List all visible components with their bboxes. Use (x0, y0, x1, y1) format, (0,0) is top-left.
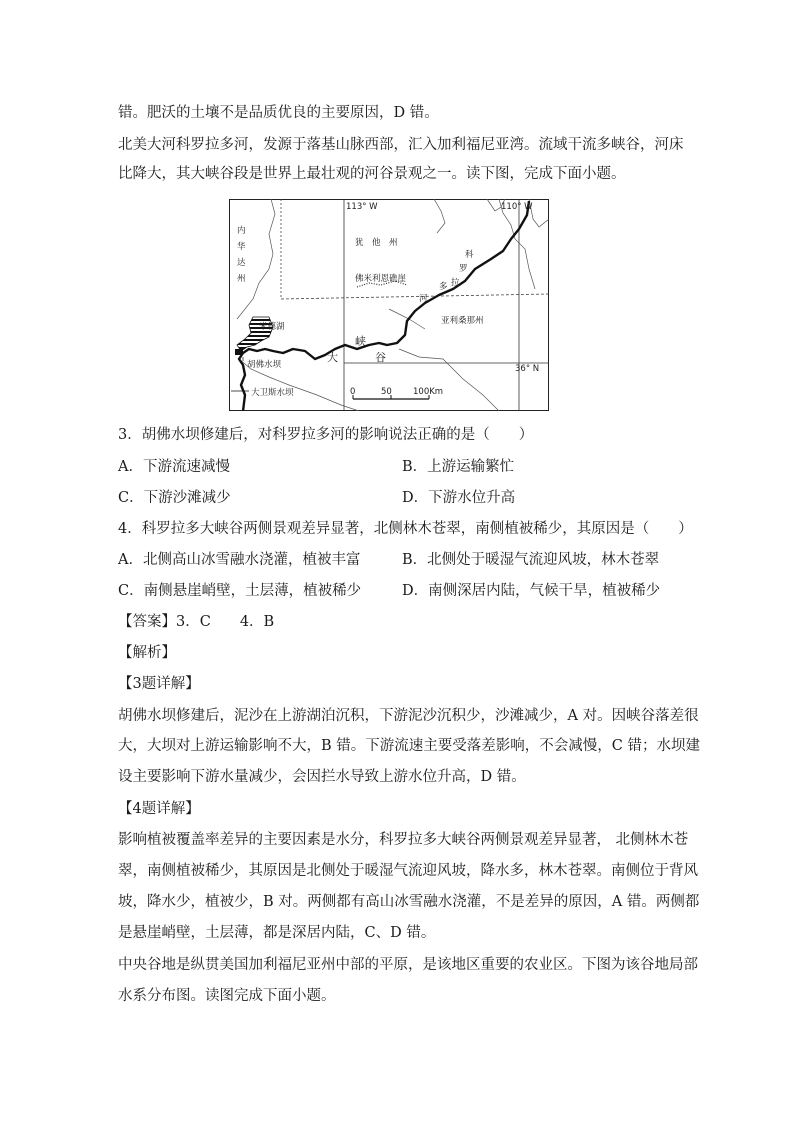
q3-detail-title: 【3题详解】 (118, 676, 200, 692)
canyon-label-char: 峡 (355, 335, 366, 348)
text-line: 北美大河科罗拉多河，发源于落基山脉西部，汇入加利福尼亚湾。流域干流多峡谷，河床 (118, 137, 684, 153)
hoover-dam-label: 胡佛水坝 (247, 360, 282, 370)
analysis-title: 【解析】 (118, 645, 176, 661)
arizona-label: 亚利桑那州 (441, 316, 484, 326)
text-line: 比降大，其大峡谷段是世界上最壮观的河谷景观之一。读下图，完成下面小题。 (118, 166, 626, 182)
q4-detail-line: 影响植被覆盖率差异的主要因素是水分，科罗拉多大峡谷两侧景观差异显著， 北侧林木苍 (118, 832, 689, 848)
river-label-char: 拉 (451, 278, 460, 288)
q4-option-b: B．北侧处于暖湿气流迎风坡，林木苍翠 (402, 552, 660, 568)
q3-option-d: D．下游水位升高 (402, 490, 516, 506)
vermilion-cliffs-label: 佛米利恩礁崖 (355, 274, 407, 284)
q3-option-a: A．下游流速减慢 (118, 459, 230, 475)
lake-mead-label: 米德湖 (259, 322, 285, 332)
nevada-label-char: 达 (237, 258, 246, 268)
scale-label: 100Km (413, 387, 444, 397)
river-label-char: 科 (465, 250, 474, 260)
question-4-stem: 4．科罗拉多大峡谷两侧景观差异显著，北侧林木苍翠，南侧植被稀少，其原因是（ ） (118, 521, 693, 537)
scale-label: 0 (350, 387, 356, 397)
nevada-label-char: 州 (237, 274, 246, 284)
next-intro-line: 中央谷地是纵贯美国加利福尼亚州中部的平原，是该地区重要的农业区。下图为该谷地局部 (118, 957, 698, 973)
q3-option-b: B．上游运输繁忙 (402, 459, 515, 475)
lat-36-label: 36° N (515, 364, 540, 374)
q4-detail-title: 【4题详解】 (118, 801, 200, 817)
q4-detail-line: 是悬崖峭壁，土层薄，都是深居内陆，C、D 错。 (118, 925, 436, 941)
q3-detail-line: 设主要影响下游水量减少，会因拦水导致上游水位升高，D 错。 (118, 769, 526, 785)
lon-110-label: 110° W (501, 202, 533, 212)
utah-label: 犹 他 州 (355, 238, 398, 248)
nevada-label-char: 华 (237, 242, 246, 252)
q3-option-c: C．下游沙滩减少 (118, 490, 231, 506)
q4-option-c: C．南侧悬崖峭壁，土层薄，植被稀少 (118, 583, 362, 599)
q4-detail-line: 翠，南侧植被稀少，其原因是北侧处于暖湿气流迎风坡，降水多，林木苍翠。南侧位于背风 (118, 863, 698, 879)
next-intro-line: 水系分布图。读图完成下面小题。 (118, 988, 336, 1004)
canyon-label-char: 大 (327, 351, 338, 364)
answer-line: 【答案】3．C 4．B (118, 614, 275, 630)
question-3-stem: 3．胡佛水坝修建后，对科罗拉多河的影响说法正确的是（ ） (118, 427, 534, 443)
davis-dam-label: 大卫斯水坝 (251, 388, 294, 398)
lon-113-label: 113° W (346, 202, 378, 212)
river-label-char: 罗 (459, 264, 468, 274)
river-label-char: 河 (419, 294, 428, 304)
river-label-char: 多 (439, 282, 448, 292)
q3-detail-line: 大，大坝对上游运输影响不大，B 错。下游流速主要受落差影响，不会减慢，C 错；水坝建 (118, 738, 700, 754)
q4-option-a: A．北侧高山冰雪融水浇灌，植被丰富 (118, 552, 361, 568)
text-line: 错。肥沃的土壤不是品质优良的主要原因，D 错。 (118, 105, 439, 121)
nevada-label-char: 内 (237, 226, 246, 236)
scale-label: 50 (381, 387, 392, 397)
q3-detail-line: 胡佛水坝修建后，泥沙在上游湖泊沉积，下游泥沙沉积少，沙滩减少，A 对。因峡谷落差很 (118, 708, 699, 724)
q4-option-d: D．南侧深居内陆，气候干旱，植被稀少 (402, 583, 661, 599)
canyon-label-char: 谷 (375, 351, 386, 364)
colorado-river-map (229, 199, 549, 411)
q4-detail-line: 坡，降水少，植被少，B 对。两侧都有高山冰雪融水浇灌，不是差异的原因，A 错。两侧都 (118, 894, 700, 910)
hoover-dam-marker (235, 349, 243, 355)
